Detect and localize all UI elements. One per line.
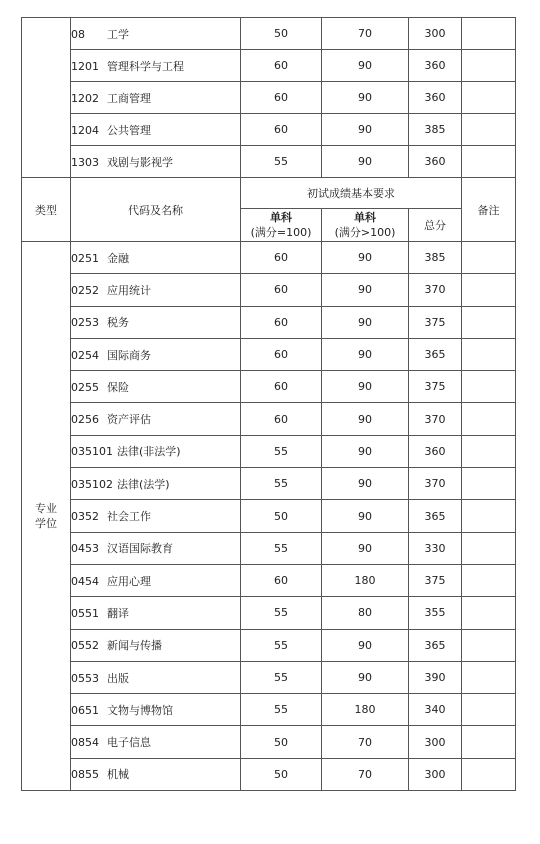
remark-cell bbox=[462, 18, 516, 50]
total-score: 365 bbox=[409, 338, 462, 370]
remark-cell bbox=[462, 82, 516, 114]
table-row bbox=[22, 242, 516, 274]
subject-code: 0252 bbox=[71, 283, 99, 297]
remark-cell bbox=[462, 114, 516, 146]
table-row bbox=[22, 694, 516, 726]
single-score: 60 bbox=[241, 82, 322, 114]
single-score: 60 bbox=[241, 403, 322, 435]
single-score: 50 bbox=[241, 726, 322, 758]
total-score: 355 bbox=[409, 597, 462, 629]
single-score: 50 bbox=[241, 18, 322, 50]
subject-name: 戏剧与影视学 bbox=[107, 155, 173, 169]
table-row bbox=[22, 146, 516, 178]
total-score: 370 bbox=[409, 403, 462, 435]
table-row bbox=[22, 306, 516, 338]
multi-score: 90 bbox=[322, 306, 409, 338]
total-score: 375 bbox=[409, 371, 462, 403]
subject-name: 资产评估 bbox=[107, 413, 151, 427]
single-score: 55 bbox=[241, 468, 322, 500]
subject-code: 0651 bbox=[71, 703, 99, 717]
multi-score: 90 bbox=[322, 242, 409, 274]
code-name-cell bbox=[71, 597, 241, 629]
category-line-2: 学位 bbox=[35, 517, 57, 531]
single-score: 50 bbox=[241, 500, 322, 532]
remark-cell bbox=[462, 242, 516, 274]
multi-score: 90 bbox=[322, 468, 409, 500]
code-name-cell bbox=[71, 564, 241, 596]
header-row bbox=[22, 178, 516, 209]
total-score: 300 bbox=[409, 18, 462, 50]
table-row bbox=[22, 532, 516, 564]
multi-score: 90 bbox=[322, 82, 409, 114]
table-row bbox=[22, 468, 516, 500]
table-row bbox=[22, 597, 516, 629]
header-total: 总分 bbox=[409, 209, 462, 242]
single-score: 60 bbox=[241, 338, 322, 370]
header-single-sub: (满分=100) bbox=[250, 226, 312, 239]
remark-cell bbox=[462, 274, 516, 306]
table-row bbox=[22, 371, 516, 403]
total-score: 365 bbox=[409, 629, 462, 661]
remark-cell bbox=[462, 403, 516, 435]
table-row bbox=[22, 564, 516, 596]
subject-name: 法律(法学) bbox=[117, 477, 170, 491]
category-line-1: 专业 bbox=[35, 502, 57, 516]
multi-score: 90 bbox=[322, 629, 409, 661]
table-row bbox=[22, 403, 516, 435]
subject-name: 管理科学与工程 bbox=[107, 59, 184, 73]
total-score: 360 bbox=[409, 435, 462, 467]
table-row bbox=[22, 82, 516, 114]
table-row bbox=[22, 50, 516, 82]
subject-code: 0256 bbox=[71, 413, 99, 427]
subject-name: 公共管理 bbox=[107, 123, 151, 137]
code-name-cell bbox=[71, 500, 241, 532]
subject-name: 机械 bbox=[107, 768, 129, 782]
subject-name: 新闻与传播 bbox=[107, 639, 162, 653]
subject-code: 0254 bbox=[71, 348, 99, 362]
total-score: 360 bbox=[409, 50, 462, 82]
subject-code: 0553 bbox=[71, 671, 99, 685]
table-row bbox=[22, 274, 516, 306]
table-row bbox=[22, 758, 516, 790]
subject-code: 1202 bbox=[71, 91, 99, 105]
single-score: 55 bbox=[241, 629, 322, 661]
remark-cell bbox=[462, 306, 516, 338]
single-score: 50 bbox=[241, 758, 322, 790]
header-remark: 备注 bbox=[462, 178, 516, 242]
table-row bbox=[22, 18, 516, 50]
remark-cell bbox=[462, 532, 516, 564]
subject-code: 1303 bbox=[71, 155, 99, 169]
table-row bbox=[22, 726, 516, 758]
table-row bbox=[22, 629, 516, 661]
subject-name: 文物与博物馆 bbox=[107, 703, 173, 717]
code-name-cell bbox=[71, 306, 241, 338]
multi-score: 90 bbox=[322, 338, 409, 370]
remark-cell bbox=[462, 50, 516, 82]
total-score: 360 bbox=[409, 146, 462, 178]
code-name-cell bbox=[71, 82, 241, 114]
single-score: 60 bbox=[241, 274, 322, 306]
single-score: 60 bbox=[241, 564, 322, 596]
code-name-cell bbox=[71, 338, 241, 370]
subject-name: 社会工作 bbox=[107, 510, 151, 524]
subject-code: 0251 bbox=[71, 251, 99, 265]
multi-score: 70 bbox=[322, 758, 409, 790]
code-name-cell bbox=[71, 371, 241, 403]
table-header bbox=[22, 178, 516, 242]
code-name-cell bbox=[71, 18, 241, 50]
code-name-cell bbox=[71, 532, 241, 564]
subject-name: 保险 bbox=[107, 380, 129, 394]
subject-code: 0551 bbox=[71, 606, 99, 620]
subject-code: 0253 bbox=[71, 316, 99, 330]
remark-cell bbox=[462, 500, 516, 532]
total-score: 390 bbox=[409, 661, 462, 693]
professional-degree-rows bbox=[22, 242, 516, 791]
header-single-title: 单科 bbox=[270, 211, 292, 224]
total-score: 360 bbox=[409, 82, 462, 114]
remark-cell bbox=[462, 435, 516, 467]
code-name-cell bbox=[71, 661, 241, 693]
subject-code: 0552 bbox=[71, 639, 99, 653]
header-requirement: 初试成绩基本要求 bbox=[241, 178, 462, 209]
subject-name: 应用心理 bbox=[107, 574, 151, 588]
single-score: 60 bbox=[241, 371, 322, 403]
subject-name: 电子信息 bbox=[107, 736, 151, 750]
subject-code: 08 bbox=[71, 27, 85, 41]
code-name-cell bbox=[71, 694, 241, 726]
code-name-cell bbox=[71, 468, 241, 500]
code-name-cell bbox=[71, 114, 241, 146]
subject-name: 出版 bbox=[107, 671, 129, 685]
code-name-cell bbox=[71, 435, 241, 467]
single-score: 60 bbox=[241, 306, 322, 338]
subject-name: 工商管理 bbox=[107, 91, 151, 105]
multi-score: 90 bbox=[322, 532, 409, 564]
single-score: 55 bbox=[241, 532, 322, 564]
multi-score: 90 bbox=[322, 274, 409, 306]
multi-score: 90 bbox=[322, 403, 409, 435]
remark-cell bbox=[462, 694, 516, 726]
subject-code: 0855 bbox=[71, 768, 99, 782]
subject-code: 035102 bbox=[71, 477, 113, 491]
category-cell-empty bbox=[22, 18, 71, 178]
multi-score: 80 bbox=[322, 597, 409, 629]
header-multi-sub: (满分>100) bbox=[334, 226, 396, 239]
header-multi bbox=[322, 209, 409, 242]
code-name-cell bbox=[71, 403, 241, 435]
subject-code: 0453 bbox=[71, 542, 99, 556]
remark-cell bbox=[462, 597, 516, 629]
table-row bbox=[22, 338, 516, 370]
category-cell bbox=[22, 242, 71, 791]
remark-cell bbox=[462, 661, 516, 693]
subject-code: 1201 bbox=[71, 59, 99, 73]
remark-cell bbox=[462, 468, 516, 500]
total-score: 300 bbox=[409, 726, 462, 758]
single-score: 60 bbox=[241, 242, 322, 274]
total-score: 375 bbox=[409, 306, 462, 338]
subject-name: 金融 bbox=[107, 251, 129, 265]
subject-code: 0854 bbox=[71, 736, 99, 750]
code-name-cell bbox=[71, 274, 241, 306]
multi-score: 90 bbox=[322, 500, 409, 532]
remark-cell bbox=[462, 629, 516, 661]
single-score: 55 bbox=[241, 597, 322, 629]
subject-code: 0352 bbox=[71, 510, 99, 524]
subject-code: 1204 bbox=[71, 123, 99, 137]
multi-score: 180 bbox=[322, 694, 409, 726]
subject-name: 翻译 bbox=[107, 606, 129, 620]
subject-name: 工学 bbox=[107, 27, 129, 41]
code-name-cell bbox=[71, 726, 241, 758]
single-score: 55 bbox=[241, 694, 322, 726]
subject-name: 税务 bbox=[107, 316, 129, 330]
multi-score: 90 bbox=[322, 146, 409, 178]
multi-score: 90 bbox=[322, 435, 409, 467]
total-score: 370 bbox=[409, 274, 462, 306]
subject-name: 法律(非法学) bbox=[117, 445, 181, 459]
multi-score: 90 bbox=[322, 50, 409, 82]
multi-score: 90 bbox=[322, 661, 409, 693]
multi-score: 90 bbox=[322, 371, 409, 403]
total-score: 375 bbox=[409, 564, 462, 596]
code-name-cell bbox=[71, 242, 241, 274]
score-requirements-table bbox=[21, 17, 516, 791]
total-score: 365 bbox=[409, 500, 462, 532]
multi-score: 180 bbox=[322, 564, 409, 596]
header-single bbox=[241, 209, 322, 242]
subject-code: 0454 bbox=[71, 574, 99, 588]
total-score: 340 bbox=[409, 694, 462, 726]
single-score: 60 bbox=[241, 50, 322, 82]
remark-cell bbox=[462, 146, 516, 178]
multi-score: 90 bbox=[322, 114, 409, 146]
total-score: 330 bbox=[409, 532, 462, 564]
multi-score: 70 bbox=[322, 18, 409, 50]
subject-name: 汉语国际教育 bbox=[107, 542, 173, 556]
total-score: 300 bbox=[409, 758, 462, 790]
total-score: 385 bbox=[409, 114, 462, 146]
total-score: 385 bbox=[409, 242, 462, 274]
multi-score: 70 bbox=[322, 726, 409, 758]
table-row bbox=[22, 435, 516, 467]
table-row bbox=[22, 661, 516, 693]
single-score: 60 bbox=[241, 114, 322, 146]
total-score: 370 bbox=[409, 468, 462, 500]
subject-name: 国际商务 bbox=[107, 348, 151, 362]
remark-cell bbox=[462, 758, 516, 790]
single-score: 55 bbox=[241, 661, 322, 693]
table-row bbox=[22, 500, 516, 532]
header-multi-title: 单科 bbox=[354, 211, 376, 224]
subject-name: 应用统计 bbox=[107, 283, 151, 297]
top-rows bbox=[22, 18, 516, 178]
remark-cell bbox=[462, 371, 516, 403]
header-code-name: 代码及名称 bbox=[71, 178, 241, 242]
subject-code: 035101 bbox=[71, 445, 113, 459]
code-name-cell bbox=[71, 146, 241, 178]
code-name-cell bbox=[71, 758, 241, 790]
code-name-cell bbox=[71, 50, 241, 82]
subject-code: 0255 bbox=[71, 380, 99, 394]
remark-cell bbox=[462, 564, 516, 596]
code-name-cell bbox=[71, 629, 241, 661]
table-row bbox=[22, 114, 516, 146]
single-score: 55 bbox=[241, 435, 322, 467]
remark-cell bbox=[462, 338, 516, 370]
single-score: 55 bbox=[241, 146, 322, 178]
header-type: 类型 bbox=[22, 178, 71, 242]
remark-cell bbox=[462, 726, 516, 758]
